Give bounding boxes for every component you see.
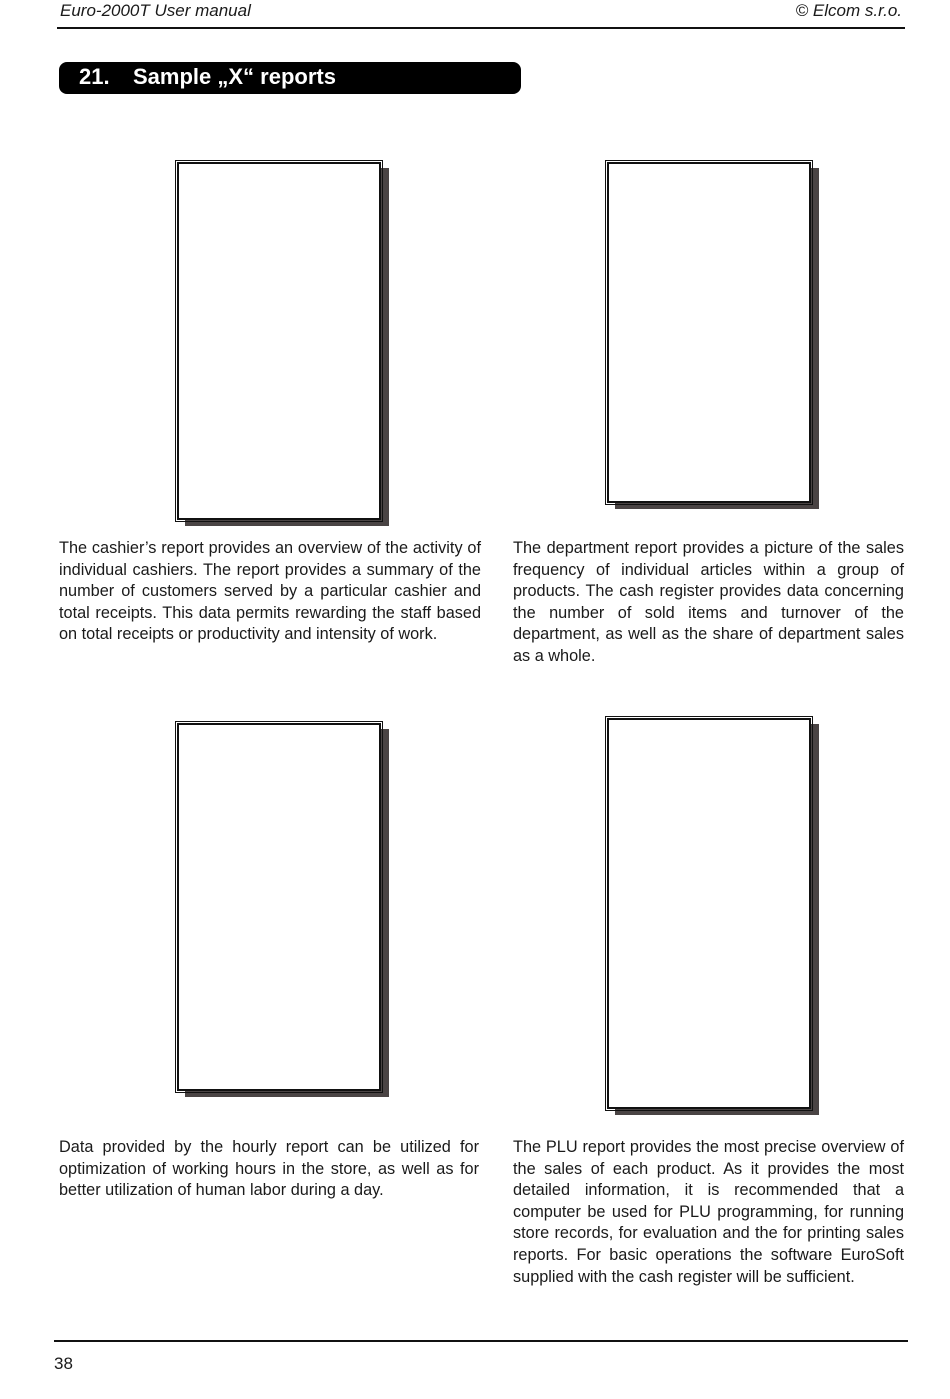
plu-report-receipt-image [607, 718, 811, 1109]
footer-divider [54, 1340, 908, 1342]
page-number: 38 [54, 1354, 73, 1373]
hourly-report-receipt-image [177, 723, 381, 1091]
section-title: Sample „X“ reports [133, 64, 336, 89]
header-divider [57, 27, 905, 29]
hourly-report-description: Data provided by the hourly report can be utilized for optimization of working hours in the store, as well as for better utilization of human labor during a day. [59, 1138, 479, 1200]
cashier-report-description: The cashier’s report provides an overview of the activity of individual cashiers. The report provides a summary of the number of customers served by a particular cashier and total receipts. This data permits rewarding the staff based on total receipts or productivity and intensity of work. [59, 539, 481, 644]
department-report-receipt-image [607, 162, 811, 503]
cashier-report-receipt-image [177, 162, 381, 520]
header-copyright: © Elcom s.r.o. [795, 1, 902, 20]
department-report-description: The department report provides a picture of the sales frequency of individual articles within a group of products. The cash register provides data concerning the number of sold items and turnover of the department, as well as the share of department sales as a whole. [513, 539, 904, 665]
section-heading-bar [59, 62, 521, 94]
header-manual-title: Euro-2000T User manual [60, 1, 251, 20]
section-number: 21. [79, 64, 110, 89]
plu-report-description: The PLU report provides the most precise overview of the sales of each product. As it provides the most detailed information, it is recommended that a computer be used for PLU programming, for running store records, for evaluation and the for printing sales reports. For basic operations the software EuroSoft supplied with the cash register will be sufficient. [513, 1138, 904, 1286]
